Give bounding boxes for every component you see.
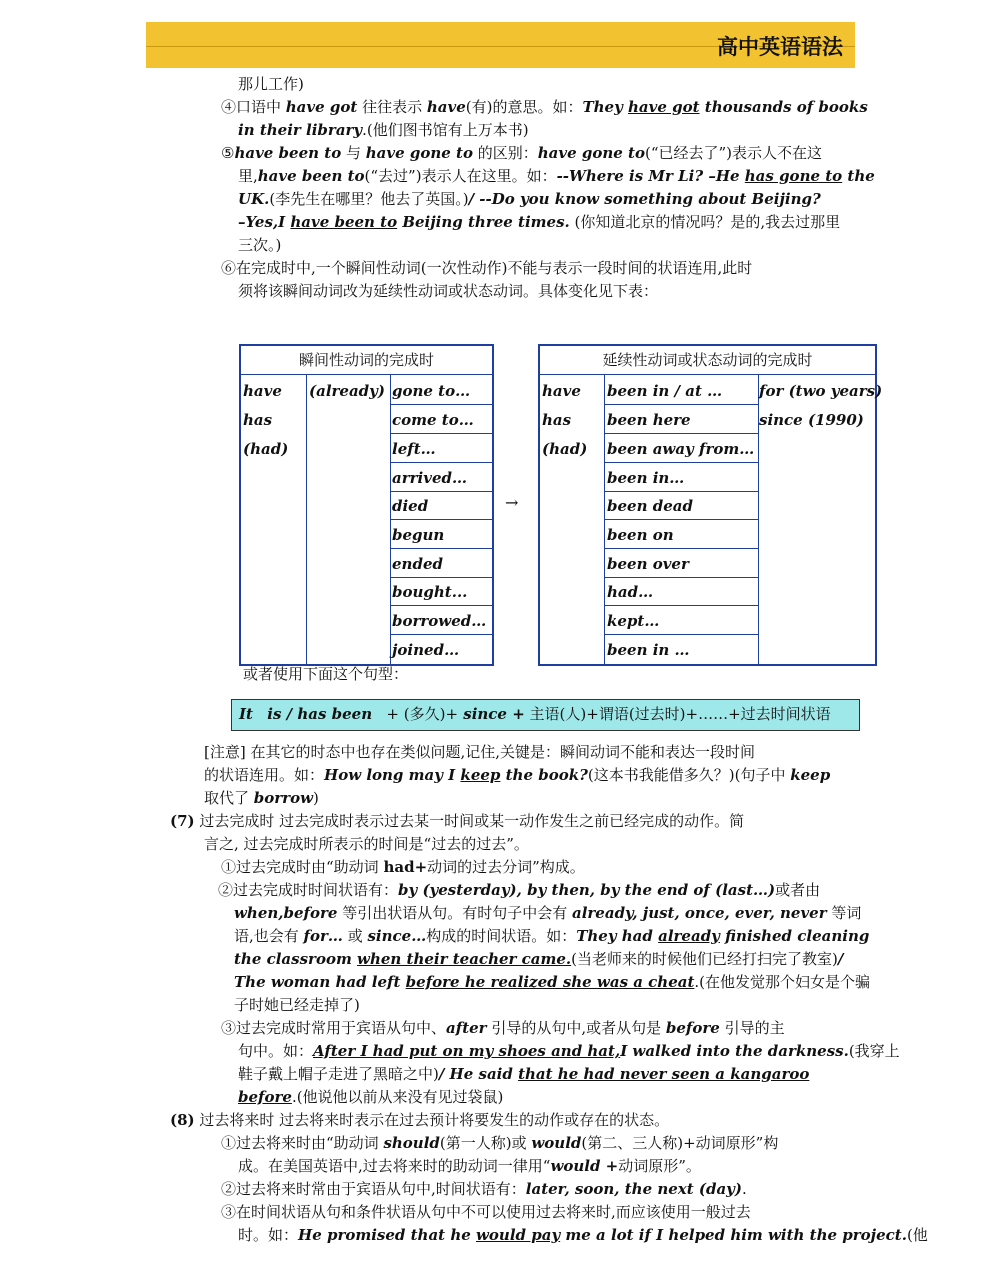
text-line: The woman had left before he realized she was a cheat.(在他发觉那个妇女是个骗: [234, 973, 871, 991]
text-line: ⑤have been to 与 have gone to 的区别：have gone to(“已经去了”)表示人不在这: [221, 144, 823, 162]
row-divider: [391, 519, 492, 520]
text-line: 子时她已经走掉了): [234, 996, 360, 1014]
table-cell: arrived…: [392, 469, 467, 487]
text-line: 那儿工作): [238, 75, 304, 93]
text-line: ②过去完成时时间状语有：by (yesterday), by then, by the end of (last…)或者由: [218, 881, 821, 899]
table-cell: has: [243, 411, 273, 429]
table-cell: (already): [309, 382, 385, 400]
table-cell: been over: [607, 555, 689, 573]
arrow-icon: →: [505, 493, 519, 512]
text-line: ④口语中 have got 往往表示 have(有)的意思。如：They have got thousands of books: [221, 98, 868, 116]
text-line: 须将该瞬间动词改为延续性动词或状态动词。具体变化见下表：: [238, 282, 659, 300]
table-cell: since (1990): [759, 411, 864, 429]
table-cell: begun: [392, 526, 445, 544]
table-cell: been in / at …: [607, 382, 723, 400]
text-line: 语,也会有 for… 或 since…构成的时间状语。如：They had already finished cleaning: [234, 927, 870, 945]
table-cell: died: [392, 497, 429, 515]
text-line: 三次。): [238, 236, 282, 254]
table-cell: been in …: [607, 641, 690, 659]
row-divider: [605, 548, 759, 549]
table-cell: have: [542, 382, 581, 400]
text-line: 时。如：He promised that he would pay me a lot if I helped him with the project.(他: [238, 1226, 928, 1244]
section-heading: (7) 过去完成时 过去完成时表示过去某一时间或某一动作发生之前已经完成的动作。简: [170, 812, 745, 830]
row-divider: [391, 462, 492, 463]
row-divider: [391, 548, 492, 549]
table-cell: been on: [607, 526, 674, 544]
text-line: 鞋子戴上帽子走进了黑暗之中)/ He said that he had never seen a kangaroo: [238, 1065, 810, 1083]
text-line: [注意] 在其它的时态中也存在类似问题,记住,关键是：瞬间动词不能和表达一段时间: [204, 743, 756, 761]
text-line: in their library.(他们图书馆有上万本书): [238, 121, 529, 139]
text-line: when,before 等引出状语从句。有时句子中会有 already, just, once, ever, never 等词: [234, 904, 862, 922]
table-cell: bought...: [392, 583, 468, 601]
text-line: UK.(李先生在哪里？他去了英国。)/ --Do you know something about Beijing?: [238, 190, 821, 208]
text-line: ③在时间状语从句和条件状语从句中不可以使用过去将来时,而应该使用一般过去: [221, 1203, 751, 1221]
row-divider: [391, 491, 492, 492]
text-line: 取代了 borrow): [204, 789, 319, 807]
row-divider: [605, 605, 759, 606]
table-cell: ended: [392, 555, 443, 573]
text-line: ③过去完成时常用于宾语从句中、after 引导的从句中,或者从句是 before 引导的主: [221, 1019, 785, 1037]
table-cell: come to…: [392, 411, 474, 429]
text-line: –Yes,I have been to Beijing three times. (你知道北京的情况吗？是的,我去过那里: [238, 213, 841, 231]
header-bar: [146, 22, 855, 68]
row-divider: [605, 577, 759, 578]
table-cell: been away from…: [607, 440, 755, 458]
text-line: 句中。如：After I had put on my shoes and hat,I walked into the darkness.(我穿上: [238, 1042, 900, 1060]
text-line: 言之, 过去完成时所表示的时间是“过去的过去”。: [204, 835, 529, 853]
table-cell: joined…: [392, 641, 460, 659]
text-line: ①过去完成时由“助动词 had+动词的过去分词”构成。: [221, 858, 585, 876]
table-cell: for (two years): [759, 382, 883, 400]
text-line: ⑥在完成时中,一个瞬间性动词(一次性动作)不能与表示一段时间的状语连用,此时: [221, 259, 753, 277]
momentary-verb-table: [239, 344, 494, 666]
table-cell: (had): [243, 440, 289, 458]
text-line: ②过去将来时常由于宾语从句中,时间状语有：later, soon, the next (day).: [221, 1180, 747, 1198]
table-title: 瞬间性动词的完成时: [241, 346, 492, 375]
table-cell: been dead: [607, 497, 693, 515]
row-divider: [391, 433, 492, 434]
text-line: 成。在美国英语中,过去将来时的助动词一律用“would +动词原形”。: [238, 1157, 701, 1175]
page-title: 高中英语语法: [717, 35, 843, 59]
row-divider: [605, 519, 759, 520]
table-cell: left…: [392, 440, 436, 458]
row-divider: [391, 634, 492, 635]
text-line: 的状语连用。如：How long may I keep the book?(这本书我能借多久？)(句子中 keep: [204, 766, 831, 784]
table-cell: borrowed…: [392, 612, 487, 630]
table-cell: (had): [542, 440, 588, 458]
row-divider: [391, 605, 492, 606]
text-line: the classroom when their teacher came.(当老师来的时候他们已经打扫完了教室)/: [234, 950, 844, 968]
row-divider: [605, 634, 759, 635]
table-cell: been in…: [607, 469, 685, 487]
section-heading: (8) 过去将来时 过去将来时表示在过去预计将要发生的动作或存在的状态。: [170, 1111, 670, 1129]
table-cell: had…: [607, 583, 654, 601]
text-line: ①过去将来时由“助动词 should(第一人称)或 would(第二、三人称)+动词原形”构: [221, 1134, 779, 1152]
text-line: 或者使用下面这个句型：: [243, 665, 409, 683]
table-cell: have: [243, 382, 282, 400]
row-divider: [605, 462, 759, 463]
table-title: 延续性动词或状态动词的完成时: [540, 346, 875, 375]
durative-verb-table: [538, 344, 883, 666]
table-cell: kept…: [607, 612, 660, 630]
row-divider: [605, 433, 759, 434]
table-cell: has: [542, 411, 572, 429]
column-divider: [306, 375, 307, 664]
row-divider: [391, 404, 492, 405]
pattern-text: It is / has been + (多久)+ since + 主语(人)+谓语(过去时)+……+过去时间状语: [239, 705, 831, 723]
row-divider: [605, 491, 759, 492]
text-line: before.(他说他以前从来没有见过袋鼠): [238, 1088, 504, 1106]
row-divider: [605, 404, 759, 405]
table-cell: gone to…: [392, 382, 471, 400]
row-divider: [391, 577, 492, 578]
table-cell: been here: [607, 411, 691, 429]
text-line: 里,have been to(“去过”)表示人在这里。如：--Where is Mr Li? –He has gone to the: [238, 167, 875, 185]
sentence-pattern-box: [231, 699, 860, 731]
